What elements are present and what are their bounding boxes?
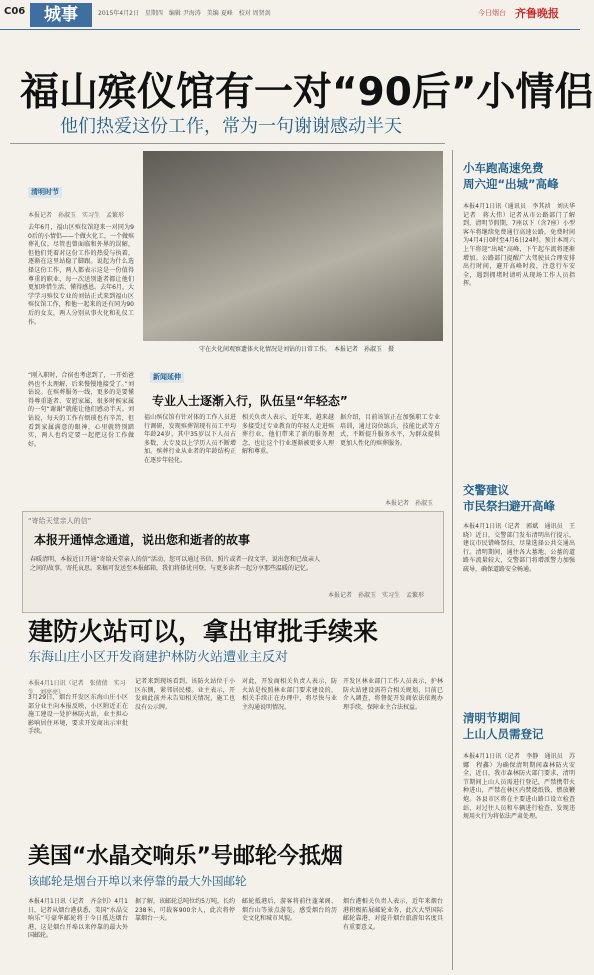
- lead-subhead: 他们热爱这份工作，常为一句谢谢感动半天: [60, 116, 402, 137]
- divider: [10, 143, 445, 144]
- fire-byline: 本报4月1日讯（记者 张倩倩 实习生 刘亮亮）: [28, 680, 126, 696]
- right-2-headline: 交警建议 市民祭扫避开高峰: [463, 483, 555, 513]
- trend-column-2: 相关负责人表示，近年来，越来越多接受过专业教育的年轻人走进殡葬行业，他们带来了新的服务理念，也让这个行业逐渐被更多人理解和尊重。: [242, 414, 334, 456]
- right-3-headline: 清明节期间 上山人员需登记: [463, 711, 544, 741]
- header-divider: [0, 29, 580, 30]
- lead-headline: 福山殡仪馆有一对“90后”小情侣: [20, 70, 594, 115]
- cruise-subhead: 该邮轮是烟台开埠以来停靠的最大外国邮轮: [28, 874, 247, 888]
- memorial-body: 春暖清明，本报近日开通“寄给天堂亲人的信”活动，您可以通过书信、照片或者一段文字，说出您和已故亲人之间的故事，寄托哀思。来稿可发送至本报邮箱，我们将择优刊登，与更多读者一起分享那些温暖的记忆。: [30, 556, 320, 572]
- trend-column-1: 福山殡仪馆有针对体的工作人员进行调研，发现殡葬馆现有员工平均年龄24岁，其中35岁以下人员占多数，大专及以上学历人员不断增加。殡葬行业从业者的年龄结构正在逐步年轻化。: [144, 414, 236, 464]
- column-divider: [452, 150, 453, 970]
- cruise-column-1: 本报4月1日讯（记者 齐金钊）4月1日，记者从烟台港获悉，美国“水晶交响乐”号豪华邮轮将于今日抵达烟台港，这是烟台开埠以来停靠的最大外国邮轮。: [28, 898, 128, 940]
- right-1-body: 本报4月1日讯（通讯员 李其浈 刘庆华 记者 蒋大伟）记者从市公路部门了解到，清明节假期，7座以下（含7座）小型客车将继续免费通行高速公路。免费时间为4月4日0时至4月6日24时。预计本周六上午将迎“出城”高峰，下午起车流将逐渐增加。公路部门提醒广大驾驶员合理安排出行时间，避开高峰时段，注意行车安全，遇到拥堵时请听从现场工作人员指挥。: [463, 203, 582, 288]
- trend-tag: 新闻延伸: [150, 372, 184, 383]
- right-3-body: 本报4月1日讯（记者 李静 通讯员 苏娜 程鑫）为确保清明期间森林防火安全，近日，我市森林防火部门要求，清明节期间上山人员需进行登记，严禁携带火种进山，严禁在林区内焚烧纸钱、燃放鞭炮。各县市区将在主要进山路口设立检查站，对过往人员和车辆进行检查，发现违规用火行为将依法严肃处理。: [463, 753, 575, 821]
- fire-column-1: 3月29日，烟台开发区东海山庄小区部分业主向本报反映，小区附近正在施工建设一处护林防火站，业主担心影响居住环境，要求开发商出示审批手续。: [28, 694, 128, 736]
- lead-column-1: 去年6月，福山区殡仪馆迎来一对同为90后的小情侣——个做火化工，一个做殡葬礼仪。尽管也曾面临和外界的误解，但他们凭着对这份工作的热爱与执着，逐渐在这里站稳了脚跟。说起为什么选择这份工作，两人都表示这是一份值得尊重的职业，每一次送别逝者都让他们更加珍惜生活、懂得感恩。去年6月，大学学习殡仪专业的刘钻正式来到福山区殡仪馆工作，和他一起来的还有同为90后的女友，两人分别从事火化和礼仪工作。: [28, 224, 134, 326]
- lead-photo: [143, 151, 443, 341]
- cruise-headline: 美国“水晶交响乐”号邮轮今抵烟: [28, 844, 343, 869]
- lead-tag: 清明时节: [28, 187, 62, 198]
- cruise-column-3: 邮轮抵港后，游客将前往蓬莱阁、烟台山等景点游览，感受烟台的历史文化和城市风貌。: [242, 898, 337, 923]
- logo-small: 今日烟台: [478, 9, 506, 17]
- page-header: [0, 0, 580, 30]
- cruise-column-2: 据了解，该邮轮总吨位约5万吨，长约238米，可载客900余人，此次将停靠烟台一天。: [135, 898, 235, 923]
- section-title: 城事: [30, 3, 92, 27]
- memorial-tag: “寄给天堂亲人的信”: [28, 517, 92, 525]
- photo-caption: 守在火化间观察遗体火化情况是刘钻的日常工作。 本报记者 孙淑玉 摄: [199, 346, 395, 353]
- page-number: C06: [4, 6, 26, 17]
- lead-byline: 本报记者 孙淑玉 实习生 孟繁形: [28, 212, 125, 219]
- right-2-body: 本报4月1日讯（记者 郭斌 通讯员 王晓）近日，交警部门发布清明出行提示，建议市民错峰祭扫，尽量选择公共交通出行。清明期间，通往各大墓地、公墓的道路车流量较大，交警部门将增派警力加强疏导，确保道路安全畅通。: [463, 523, 575, 573]
- fire-subhead: 东海山庄小区开发商建护林防火站遭业主反对: [28, 650, 289, 665]
- memorial-title: 本报开通悼念通道，说出您和逝者的故事: [34, 533, 251, 547]
- trend-column-3: 据介绍，目前该馆正在加强职工专业培训，通过岗位练兵、技能比武等方式，不断提升服务水平，为群众提供更加人性化的殡葬服务。: [340, 414, 440, 447]
- fire-column-2: 记者来到现场看到，该防火站位于小区东侧，紧邻居民楼。业主表示，开发商此前并未告知相关情况，施工也没有公示牌。: [135, 678, 235, 711]
- right-1-headline: 小车跑高速免费 周六迎“出城”高峰: [463, 161, 559, 191]
- fire-headline: 建防火站可以，拿出审批手续来: [28, 617, 379, 646]
- memorial-byline: 本报记者 孙淑玉 实习生 孟繁形: [328, 592, 425, 599]
- lead-column-2: “刚入职时，合宿也考虑到了，一开始爸妈也不太理解，后来慢慢地接受了。”刘钻说。在殡葬服务一线，更多的是要懂得尊重逝者、安慰家属，很多时候家属的一句“谢谢”就能让他们感动半天。刘钻说，每天的工作有烦琐也有辛苦，但看到家属满意的眼神，心里就特别踏实，两人也约定要一起把这份工作做好。: [28, 372, 134, 448]
- trend-title: 专业人士逐渐入行，队伍呈“年轻态”: [152, 394, 348, 408]
- cruise-column-4: 烟台港相关负责人表示，近年来烟台港积极拓展邮轮业务，此次大型国际邮轮靠港，对提升烟台旅游知名度具有重要意义。: [343, 898, 443, 931]
- trend-byline: 本报记者 孙淑玉: [385, 500, 434, 507]
- fire-column-3: 对此，开发商相关负责人表示，防火站是按照林业部门要求建设的，相关手续正在办理中，将尽快与业主沟通说明情况。: [242, 678, 337, 711]
- fire-column-4: 开发区林业部门工作人员表示，护林防火站建设需符合相关规划，目前已介入调查，将督促开发商依法依规办理手续，保障业主合法权益。: [343, 678, 443, 711]
- logo-masthead: 齐鲁晚报: [515, 7, 559, 20]
- edition-meta: 2015年4月2日 星期四 编辑 尹海涛 美编 夏峰 校对 周贤剑: [98, 10, 271, 17]
